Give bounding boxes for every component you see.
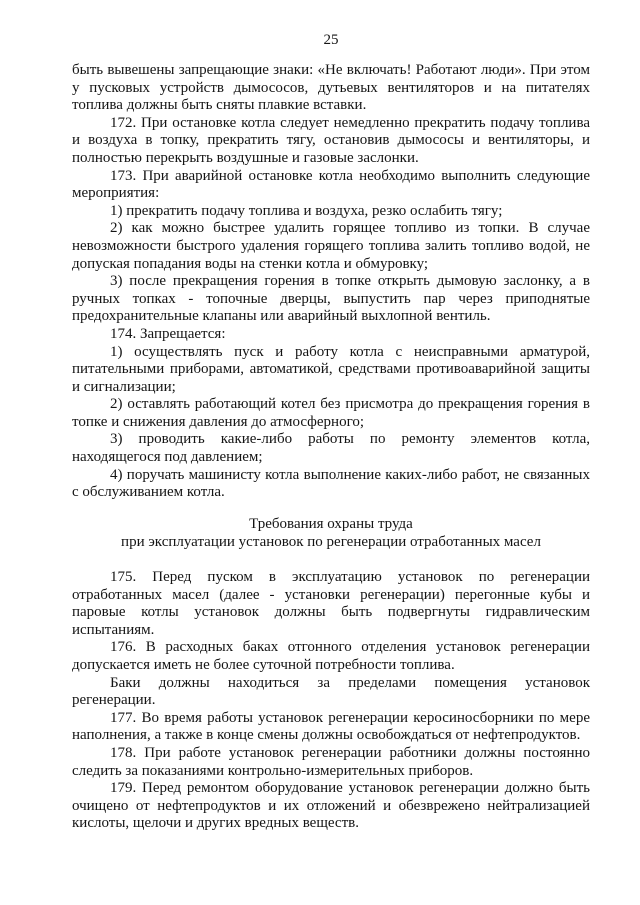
text-line: 2) оставлять работающий котел без присмотра до прекращения горения в [110,396,590,413]
paragraph-179 [72,780,590,833]
list-item-173-2 [72,220,590,273]
paragraph-178 [72,745,590,780]
text-line: 177. Во время работы установок регенерации керосиносборники по мере [110,709,590,726]
paragraph-172 [72,115,590,168]
text-line: отработанных масел (далее - установки регенерации) перегонные кубы и [72,586,590,603]
text-line: топлива должны быть сняты плавкие вставки. [72,97,367,114]
text-line: у пусковых устройств дымососов, дутьевых вентиляторов и на питателях [72,79,590,96]
body-section-top [72,62,590,502]
text-line: быть вывешены запрещающие знаки: «Не включать! Работают люди». При этом [72,62,590,78]
text-line: 2) как можно быстрее удалить горящее топливо из топки. В случае [110,220,590,237]
text-line: 176. В расходных баках отгонного отделения установок регенерации [110,639,590,656]
paragraph-176-continuation [72,675,590,710]
text-line: 175. Перед пуском в эксплуатацию установок по регенерации [110,569,590,585]
paragraph-175 [72,569,590,639]
text-line: 3) проводить какие-либо работы по ремонту элементов котла, [110,431,590,448]
section-heading-line: Требования охраны труда [249,516,413,532]
text-line: 173. При аварийной остановке котла необходимо выполнить следующие [110,167,590,184]
text-line: питательными приборами, автоматикой, средствами противоаварийной защиты [72,361,590,378]
text-line: 3) после прекращения горения в топке открыть дымовую заслонку, а в [110,273,590,290]
text-line: 1) прекратить подачу топлива и воздуха, резко ослабить тягу; [110,202,503,219]
text-line: предохранительные клапаны или аварийный выхлопной вентиль. [72,308,491,325]
text-line: находящегося под давлением; [72,449,263,466]
list-item-174-4 [72,467,590,502]
text-line: с обслуживанием котла. [72,484,225,501]
text-line: невозможности быстрого удаления горящего топлива залить топливо водой, не [72,237,590,254]
text-line: наполнения, а также в конце смены должны освобождаться от нефтепродуктов. [72,727,581,744]
text-line: регенерации. [72,692,156,709]
text-line: топке и снижения давления до атмосферного; [72,413,365,430]
section-heading [72,515,590,551]
text-line: полностью перекрыть воздушные и газовые заслонки. [72,149,419,166]
paragraph-174 [72,326,590,344]
text-line: 172. При остановке котла следует немедленно прекратить подачу топлива [110,114,590,131]
paragraph-177 [72,710,590,745]
text-line: испытаниям. [72,621,155,638]
text-line: Баки должны находиться за пределами помещения установок [110,674,590,691]
list-item-174-1 [72,344,590,397]
list-item-174-3 [72,431,590,466]
list-item-173-1 [72,203,590,221]
text-line: ручных топках - топочные дверцы, выпустить пар через приподнятые [72,290,590,307]
page-number: 25 [323,32,339,48]
text-line: 4) поручать машинисту котла выполнение каких-либо работ, не связанных [110,466,590,483]
text-line: 178. При работе установок регенерации работники должны постоянно [110,744,590,761]
list-item-174-2 [72,396,590,431]
text-line: 1) осуществлять пуск и работу котла с неисправными арматурой, [110,343,590,360]
text-line: паровые котлы установок должны быть подвергнуты гидравлическим [72,604,590,621]
paragraph-173 [72,168,590,203]
text-line: кислоты, щелочи и других вредных веществ. [72,815,359,832]
paragraph-continuation [72,62,590,115]
text-line: и сигнализации; [72,378,176,395]
list-item-173-3 [72,273,590,326]
text-line: мероприятия: [72,185,160,202]
text-line: допуская попадания воды на стенки котла и обмуровку; [72,255,429,272]
text-line: следить за показаниями контрольно-измерительных приборов. [72,762,474,779]
text-line: очищено от нефтепродуктов и их отложений и обезврежено нейтрализацией [72,797,590,814]
text-line: и воздуха в топку, прекратить тягу, остановив дымососы и вентиляторы, и [72,132,590,149]
body-section-bottom [72,569,590,833]
text-line: допускается иметь не более суточной потребности топлива. [72,656,455,673]
text-line: 174. Запрещается: [110,325,226,342]
text-line: 179. Перед ремонтом оборудование установок регенерации должно быть [110,780,590,797]
paragraph-176 [72,639,590,674]
section-heading-line: при эксплуатации установок по регенерации отработанных масел [121,534,541,550]
